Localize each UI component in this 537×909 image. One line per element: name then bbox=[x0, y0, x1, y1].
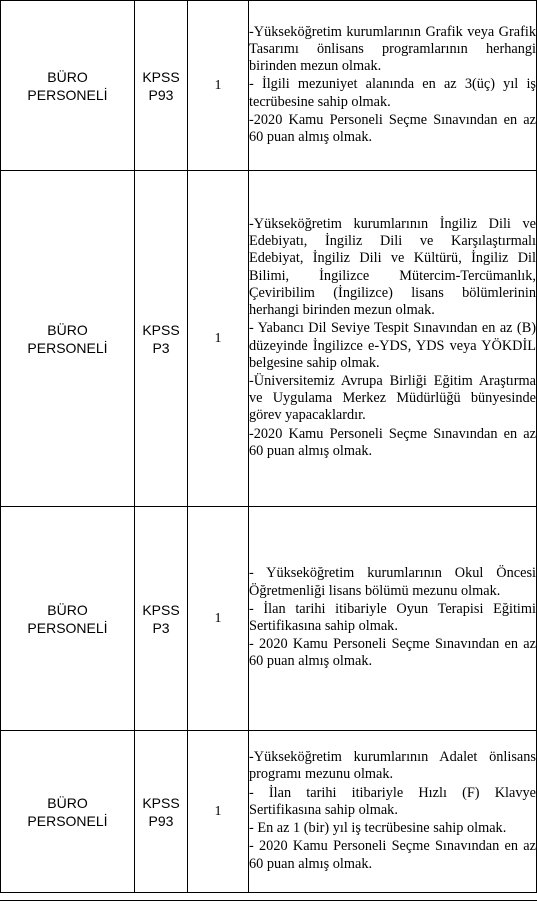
position-title-line1: BÜRO bbox=[47, 68, 88, 85]
position-count: 1 bbox=[188, 507, 249, 731]
requirement-item: - 2020 Kamu Personeli Seçme Sınavından en az 60 puan almış olmak. bbox=[249, 636, 536, 670]
requirements-cell bbox=[249, 507, 537, 731]
exam-type-line1: KPSS bbox=[142, 601, 180, 618]
exam-type-line2: P93 bbox=[148, 812, 174, 829]
requirement-item: -2020 Kamu Personeli Seçme Sınavından en az 60 puan almış olmak. bbox=[249, 425, 536, 459]
position-title-line2: PERSONELİ bbox=[27, 812, 108, 829]
requirement-item: - Yabancı Dil Seviye Tespit Sınavından en az (B) düzeyinde İngilizce e-YDS, YDS veya YÖKDİL belgesine sahip olmak. bbox=[249, 320, 536, 371]
requirement-item: -2020 Kamu Personeli Seçme Sınavından en az 60 puan almış olmak. bbox=[249, 111, 536, 145]
requirements-cell bbox=[249, 1, 537, 171]
exam-type-line1: KPSS bbox=[142, 68, 180, 85]
requirement-item: - İlgili mezuniyet alanında en az 3(üç) yıl iş tecrübesine sahip olmak. bbox=[249, 76, 536, 110]
position-title-cell bbox=[1, 1, 135, 171]
position-title-cell bbox=[1, 507, 135, 731]
table-row bbox=[1, 507, 537, 731]
position-title-line1: BÜRO bbox=[47, 601, 88, 618]
exam-type-line2: P93 bbox=[148, 86, 174, 103]
position-count: 1 bbox=[188, 1, 249, 171]
exam-type-cell bbox=[135, 507, 188, 731]
exam-type-cell bbox=[135, 1, 188, 171]
position-title-line2: PERSONELİ bbox=[27, 86, 108, 103]
requirement-item: - Yükseköğretim kurumlarının Okul Öncesi Öğretmenliği lisans bölümü mezunu olmak. bbox=[249, 565, 536, 599]
exam-type-cell bbox=[135, 731, 188, 893]
requirement-item: -Üniversitemiz Avrupa Birliği Eğitim Araştırma ve Uygulama Merkez Müdürlüğü bünyesinde görev yapacaklardır. bbox=[249, 372, 536, 424]
exam-type-line2: P3 bbox=[152, 619, 170, 636]
requirements-cell bbox=[249, 171, 537, 507]
position-count: 1 bbox=[188, 731, 249, 893]
table-row bbox=[1, 731, 537, 893]
exam-type-line1: KPSS bbox=[142, 794, 180, 811]
requirement-item: - İlan tarihi itibariyle Hızlı (F) Klavye Sertifikasına sahip olmak. bbox=[249, 784, 536, 818]
requirement-item: - İlan tarihi itibariyle Oyun Terapisi Eğitimi Sertifikasına sahip olmak. bbox=[249, 600, 536, 634]
exam-type-line2: P3 bbox=[152, 339, 170, 356]
position-title-line1: BÜRO bbox=[47, 321, 88, 338]
exam-type-line1: KPSS bbox=[142, 321, 180, 338]
position-title-line2: PERSONELİ bbox=[27, 619, 108, 636]
requirement-item: - En az 1 (bir) yıl iş tecrübesine sahip olmak. bbox=[249, 820, 507, 837]
requirement-item: -Yükseköğretim kurumlarının Adalet önlisans programı mezunu olmak. bbox=[249, 749, 536, 783]
position-title-line2: PERSONELİ bbox=[27, 339, 108, 356]
page-footer-rule bbox=[0, 900, 537, 901]
requirement-item: -Yükseköğretim kurumlarının Grafik veya Grafik Tasarımı önlisans programlarının herhangi birinden mezun olmak. bbox=[249, 23, 536, 75]
exam-type-cell bbox=[135, 171, 188, 507]
requirement-item: -Yükseköğretim kurumlarının İngiliz Dili ve Edebiyatı, İngiliz Dili ve Karşılaştırmalı Edebiyat, İngiliz Dili ve Kültürü, İngiliz Dil Bilimi, İngilizce Mütercim-Tercümanlık, Çeviribilim (İngilizce) lisans bölümlerinin herhangi birinden mezun olmak. bbox=[249, 216, 536, 319]
position-title-cell bbox=[1, 171, 135, 507]
position-title-line1: BÜRO bbox=[47, 794, 88, 811]
position-title-cell bbox=[1, 731, 135, 893]
table-row bbox=[1, 1, 537, 171]
table-row bbox=[1, 171, 537, 507]
requirement-item: - 2020 Kamu Personeli Seçme Sınavından en az 60 puan almış olmak. bbox=[249, 838, 536, 872]
requirements-cell bbox=[249, 731, 537, 893]
position-count: 1 bbox=[188, 171, 249, 507]
